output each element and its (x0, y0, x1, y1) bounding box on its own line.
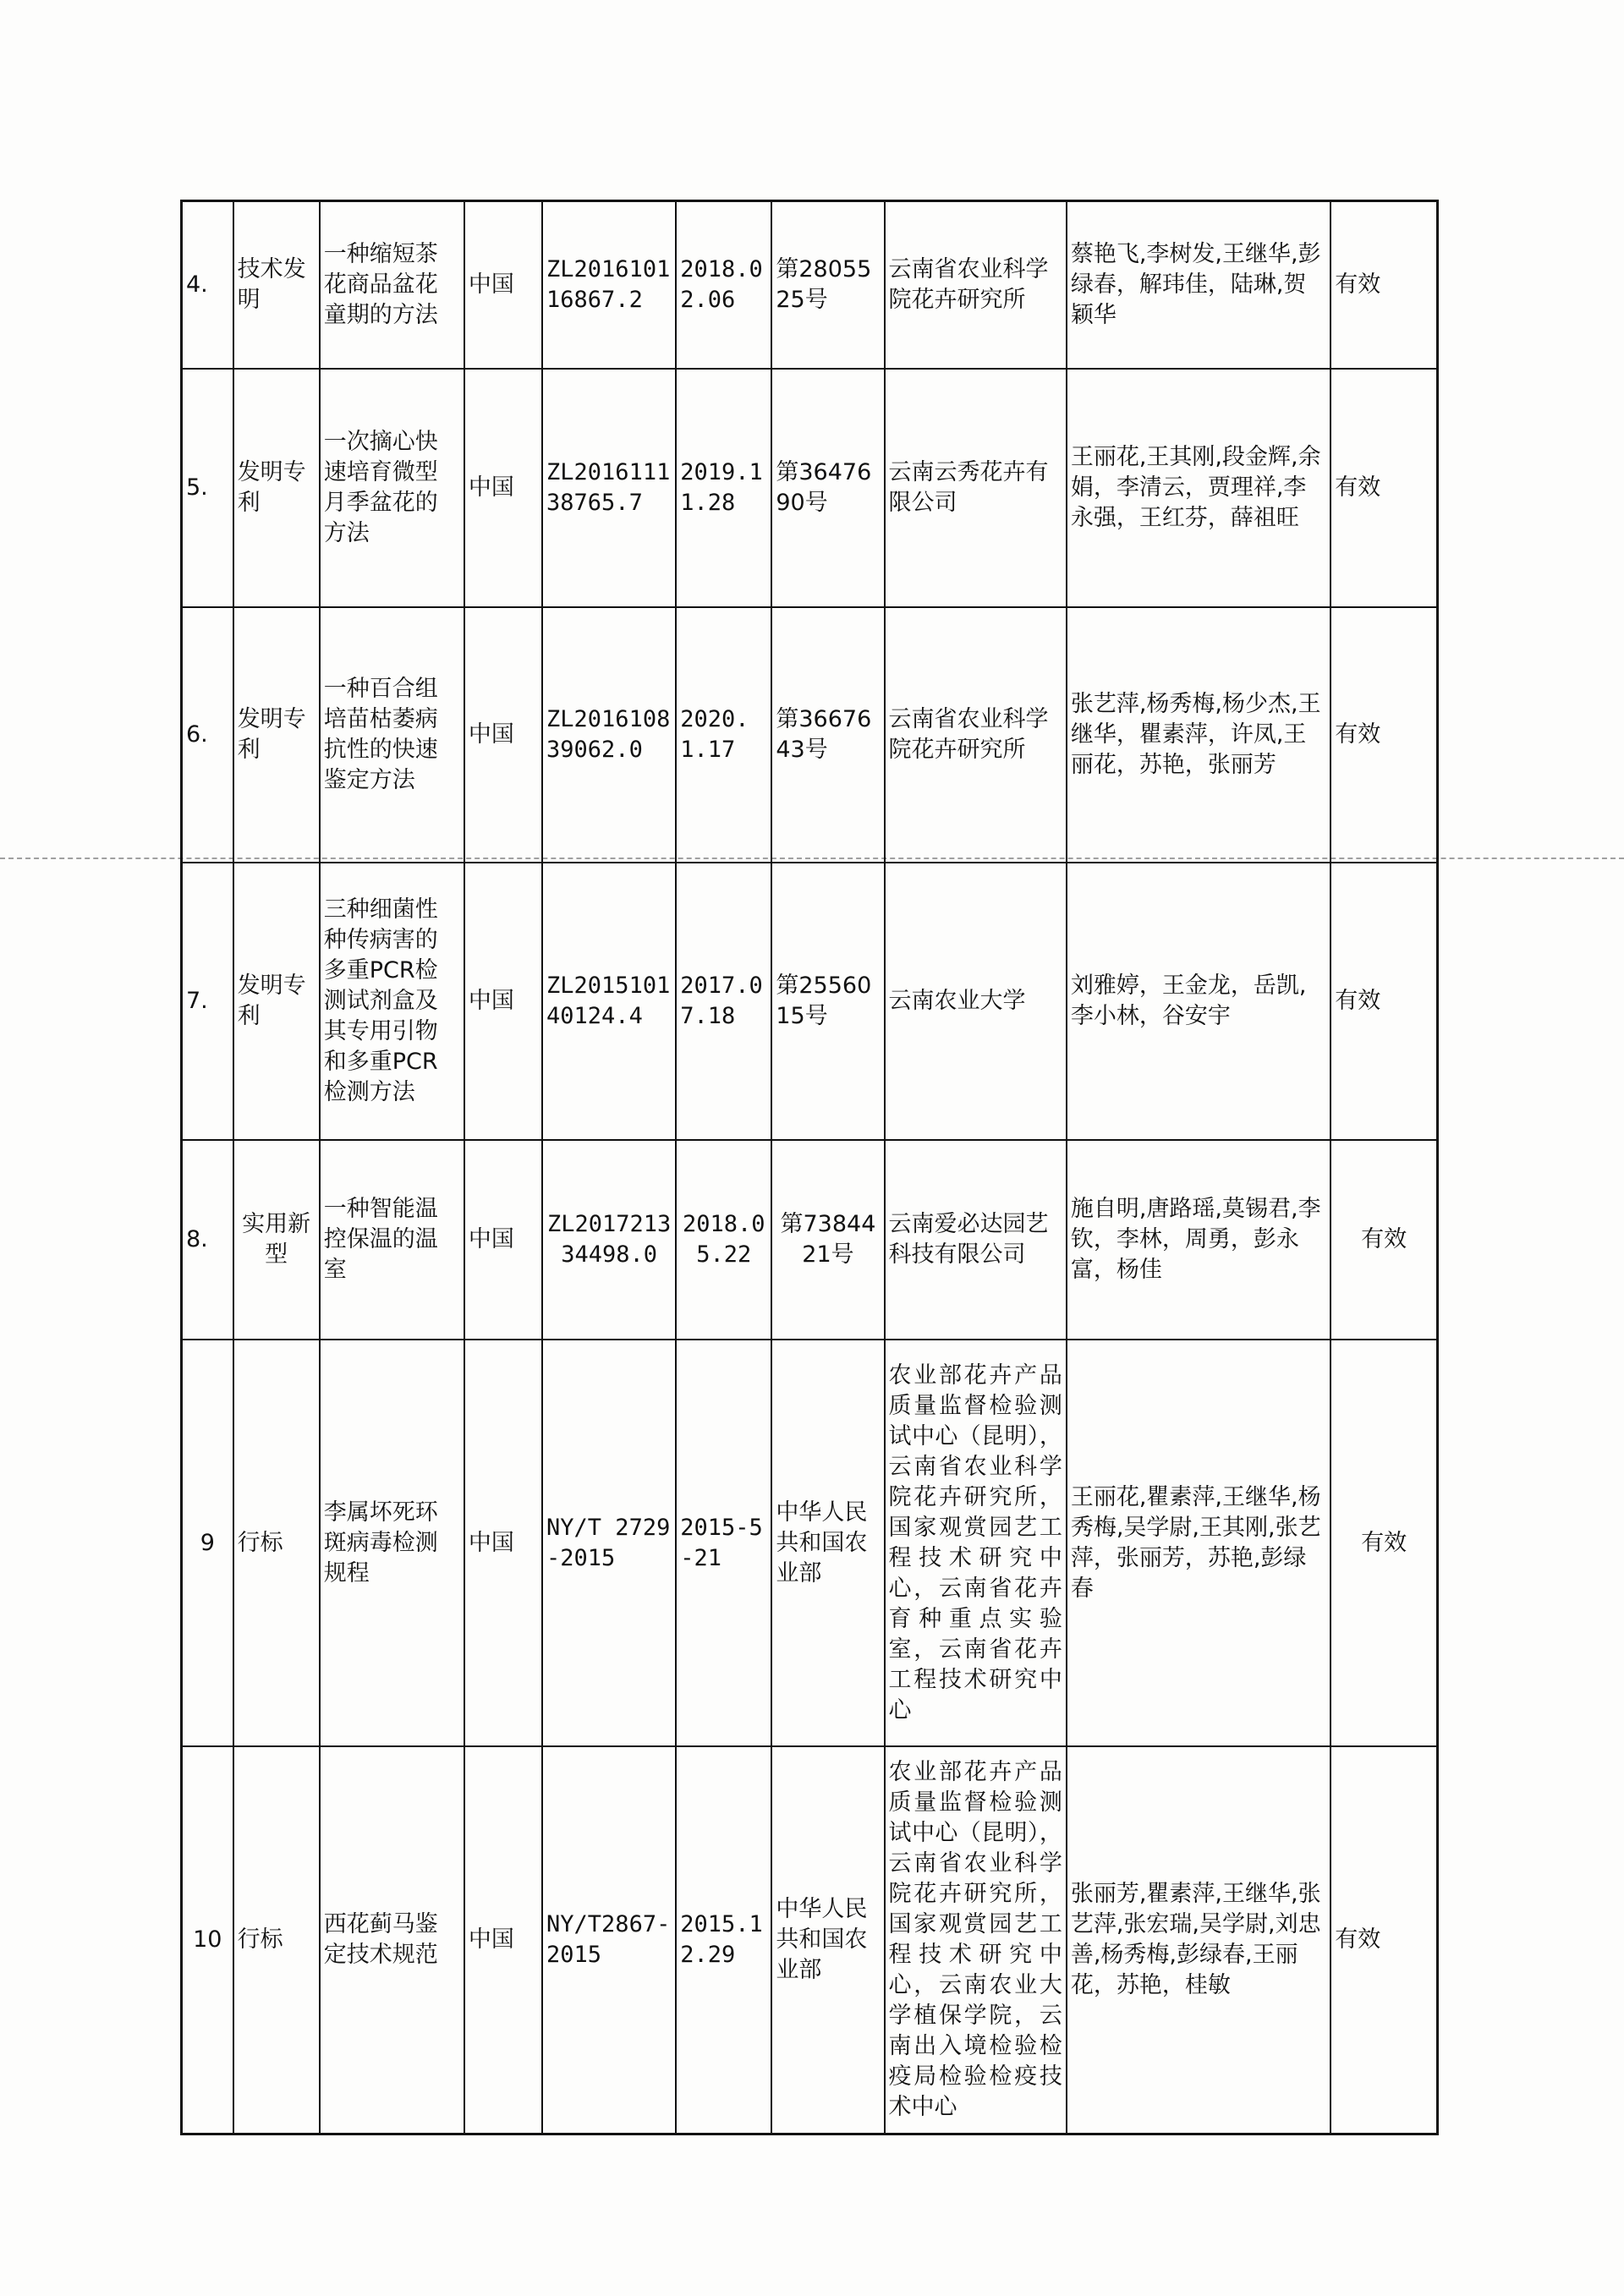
cell-number: ZL201610116867.2 (542, 201, 676, 370)
cell-no: 5. (182, 369, 233, 607)
cell-no: 9 (182, 1340, 233, 1746)
table-row (182, 201, 1438, 370)
cell-owner: 云南省农业科学院花卉研究所 (885, 201, 1067, 370)
cell-type: 实用新型 (233, 1140, 320, 1340)
cell-status: 有效 (1330, 201, 1437, 370)
table-row (182, 607, 1438, 863)
cell-type: 行标 (233, 1340, 320, 1746)
table-row (182, 1140, 1438, 1340)
cell-cert: 第3667643号 (771, 607, 884, 863)
cell-status: 有效 (1330, 1140, 1437, 1340)
cell-type: 行标 (233, 1746, 320, 2134)
cell-name: 一种百合组培苗枯萎病抗性的快速鉴定方法 (320, 607, 464, 863)
cell-cert: 第3647690号 (771, 369, 884, 607)
cell-country: 中国 (464, 1140, 542, 1340)
cell-inventors: 张丽芳,瞿素萍,王继华,张艺萍,张宏瑞,吴学尉,刘忠善,杨秀梅,彭绿春,王丽花，苏艳，桂敏 (1067, 1746, 1330, 2134)
cell-country: 中国 (464, 1746, 542, 2134)
cell-inventors: 刘雅婷，王金龙，岳凯,李小林，谷安宇 (1067, 863, 1330, 1140)
cell-date: 2020.1.17 (676, 607, 771, 863)
cell-status: 有效 (1330, 607, 1437, 863)
cell-type: 发明专利 (233, 863, 320, 1140)
cell-cert: 中华人民共和国农业部 (771, 1746, 884, 2134)
cell-date: 2018.02.06 (676, 201, 771, 370)
cell-country: 中国 (464, 201, 542, 370)
cell-name: 一种智能温控保温的温室 (320, 1140, 464, 1340)
cell-date: 2018.05.22 (676, 1140, 771, 1340)
cell-date: 2017.07.18 (676, 863, 771, 1140)
cell-type: 发明专利 (233, 607, 320, 863)
cell-cert: 第2805525号 (771, 201, 884, 370)
cell-date: 2015-5-21 (676, 1340, 771, 1746)
cell-cert: 第7384421号 (771, 1140, 884, 1340)
cell-status: 有效 (1330, 1746, 1437, 2134)
cell-type: 技术发明 (233, 201, 320, 370)
patent-record-table (180, 200, 1439, 2135)
cell-no: 7. (182, 863, 233, 1140)
cell-inventors: 王丽花,瞿素萍,王继华,杨秀梅,吴学尉,王其刚,张艺萍，张丽芳，苏艳,彭绿春 (1067, 1340, 1330, 1746)
cell-number: ZL201721334498.0 (542, 1140, 676, 1340)
cell-inventors: 王丽花,王其刚,段金辉,余娟，李清云，贾理祥,李永强，王红芬，薛祖旺 (1067, 369, 1330, 607)
table-row (182, 1340, 1438, 1746)
cell-no: 8. (182, 1140, 233, 1340)
cell-number: ZL201510140124.4 (542, 863, 676, 1140)
cell-name: 西花蓟马鉴定技术规范 (320, 1746, 464, 2134)
cell-number: NY/T2867-2015 (542, 1746, 676, 2134)
cell-name: 一次摘心快速培育微型月季盆花的方法 (320, 369, 464, 607)
cell-status: 有效 (1330, 863, 1437, 1140)
cell-name: 李属坏死环斑病毒检测规程 (320, 1340, 464, 1746)
cell-owner: 农业部花卉产品质量监督检验测试中心（昆明），云南省农业科学院花卉研究所，国家观赏园艺工程技术研究中心，云南省花卉育种重点实验室，云南省花卉工程技术研究中心 (885, 1340, 1067, 1746)
table-row (182, 369, 1438, 607)
cell-name: 一种缩短茶花商品盆花童期的方法 (320, 201, 464, 370)
cell-number: ZL201611138765.7 (542, 369, 676, 607)
cell-status: 有效 (1330, 369, 1437, 607)
cell-inventors: 蔡艳飞,李树发,王继华,彭绿春，解玮佳，陆琳,贺颖华 (1067, 201, 1330, 370)
cell-country: 中国 (464, 369, 542, 607)
cell-number: ZL201610839062.0 (542, 607, 676, 863)
cell-no: 4. (182, 201, 233, 370)
cell-owner: 云南农业大学 (885, 863, 1067, 1140)
cell-inventors: 张艺萍,杨秀梅,杨少杰,王继华，瞿素萍，许凤,王丽花，苏艳，张丽芳 (1067, 607, 1330, 863)
cell-owner: 农业部花卉产品质量监督检验测试中心（昆明），云南省农业科学院花卉研究所，国家观赏园艺工程技术研究中心，云南农业大学植保学院，云南出入境检验检疫局检验检疫技术中心 (885, 1746, 1067, 2134)
cell-date: 2019.11.28 (676, 369, 771, 607)
cell-name: 三种细菌性种传病害的多重PCR检测试剂盒及其专用引物和多重PCR检测方法 (320, 863, 464, 1140)
cell-inventors: 施自明,唐路瑶,莫锡君,李钦，李林，周勇，彭永富，杨佳 (1067, 1140, 1330, 1340)
cell-country: 中国 (464, 863, 542, 1140)
cell-country: 中国 (464, 607, 542, 863)
cell-no: 10 (182, 1746, 233, 2134)
cell-number: NY/T 2729-2015 (542, 1340, 676, 1746)
cell-no: 6. (182, 607, 233, 863)
cell-type: 发明专利 (233, 369, 320, 607)
cell-date: 2015.12.29 (676, 1746, 771, 2134)
cell-country: 中国 (464, 1340, 542, 1746)
table-row (182, 1746, 1438, 2134)
cell-cert: 中华人民共和国农业部 (771, 1340, 884, 1746)
table-row (182, 863, 1438, 1140)
cell-status: 有效 (1330, 1340, 1437, 1746)
cell-owner: 云南云秀花卉有限公司 (885, 369, 1067, 607)
cell-cert: 第2556015号 (771, 863, 884, 1140)
cell-owner: 云南省农业科学院花卉研究所 (885, 607, 1067, 863)
cell-owner: 云南爱必达园艺科技有限公司 (885, 1140, 1067, 1340)
